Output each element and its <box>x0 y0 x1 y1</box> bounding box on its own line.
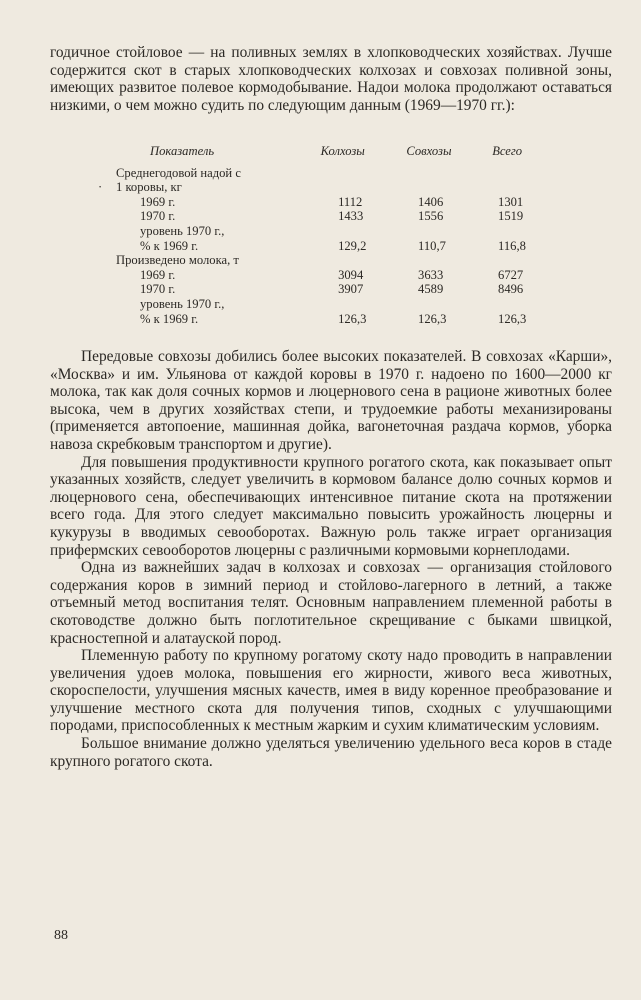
table-row <box>108 166 578 181</box>
row-label: Среднегодовой надой с <box>116 165 241 180</box>
table-cell: 1112 <box>338 194 363 209</box>
table-row <box>108 268 578 283</box>
table-cell: 1433 <box>338 209 364 224</box>
table-row <box>108 239 578 254</box>
row-label: 1969 г. <box>140 267 176 282</box>
header-indicator: Показатель <box>150 144 215 158</box>
paragraph: Большое внимание должно уделяться увеличению удельного веса коров в стаде крупного рогатого скота. <box>50 735 612 770</box>
table-cell: 8496 <box>498 282 524 297</box>
table-cell: 126,3 <box>498 311 527 326</box>
paragraph: Передовые совхозы добились более высоких показателей. В совхозах «Карши», «Москва» и им. Ульянова от каждой коровы в 1970 г. надоено по 1600—2000 кг молока, так как доля сочных кормов и люцернового сена в рационе животных более высока, чем в других хозяйствах степи, и трудоемкие работы механизированы (применяется автопоение, машинная дойка, вагонеточная раздача кормов, уборка навоза скребковым транспортом и другие). <box>50 348 612 453</box>
table-row <box>108 195 578 210</box>
table-cell: 126,3 <box>418 311 447 326</box>
paragraph: Одна из важнейших задач в колхозах и совхозах — организация стойлового содержания коров в зимний период и стойлово-лагерного в летний, а также отъемный метод воспитания телят. Основным направлением племенной работы в скотоводстве должно быть поглотительное скрещивание с быками швицкой, красностепной и алатауской пород. <box>50 559 612 647</box>
row-label: уровень 1970 г., <box>140 223 225 238</box>
row-label: 1970 г. <box>140 209 176 224</box>
table-header <box>108 144 578 159</box>
table-row <box>108 253 578 268</box>
row-label: 1970 г. <box>140 282 176 297</box>
table-cell: 1301 <box>498 194 524 209</box>
header-collective-farms: Колхозы <box>320 144 365 158</box>
table-row <box>108 312 578 327</box>
table-cell: 1556 <box>418 209 444 224</box>
row-label: % к 1969 г. <box>140 311 199 326</box>
table-row <box>108 224 578 239</box>
table-row <box>108 282 578 297</box>
table-cell: 3633 <box>418 267 444 282</box>
table-cell: 3907 <box>338 282 364 297</box>
table-cell: 116,8 <box>498 238 526 253</box>
row-label: % к 1969 г. <box>140 238 199 253</box>
table-row <box>108 297 578 312</box>
table-cell: 1406 <box>418 194 444 209</box>
table-cell: 129,2 <box>338 238 367 253</box>
table-cell: 6727 <box>498 267 524 282</box>
intro-text <box>50 44 612 114</box>
table-cell: 110,7 <box>418 238 446 253</box>
header-total: Всего <box>492 144 523 158</box>
body-text <box>50 348 612 770</box>
row-label: 1 коровы, кг <box>116 180 182 195</box>
table-row <box>108 209 578 224</box>
row-label: 1969 г. <box>140 194 176 209</box>
header-state-farms: Совхозы <box>406 144 452 158</box>
paragraph: Племенную работу по крупному рогатому скоту надо проводить в направлении увеличения удоев молока, повышения его жирности, живого веса животных, скороспелости, улучшения мясных качеств, имея в виду коренное преобразование и улучшение местного скота для получения типов, сходных с улучшающими породами, приспособленных к местным жарким и сухим климатическим условиям. <box>50 647 612 735</box>
row-label: уровень 1970 г., <box>140 296 225 311</box>
milk-yield-table <box>98 144 578 326</box>
intro-paragraph: годичное стойловое — на поливных землях в хлопководческих хозяйствах. Лучше содержится скот в старых хлопководческих колхозах и совхозах поливной зоны, имеющих развитое полевое кормодобывание. Надои молока продолжают оставаться низкими, о чем можно судить по следующим данным (1969—1970 гг.): <box>50 44 612 114</box>
stray-dot: · <box>98 180 103 195</box>
table-cell: 3094 <box>338 267 364 282</box>
table-cell: 126,3 <box>338 311 367 326</box>
table-cell: 4589 <box>418 282 444 297</box>
page-number: 88 <box>54 928 68 943</box>
row-label: Произведено молока, т <box>116 253 239 268</box>
table-cell: 1519 <box>498 209 524 224</box>
paragraph: Для повышения продуктивности крупного рогатого скота, как показывает опыт указанных хозяйств, следует увеличить в кормовом балансе долю сочных кормов и люцернового сена, обеспечивающих интенсивное питание скота на протяжении всего года. Для этого следует максимально повысить урожайность люцерны и кукурузы в вводимых севооборотах. Важную роль также играет организация прифермских севооборотов люцерны с различными кормовыми корнеплодами. <box>50 453 612 559</box>
table-row <box>98 180 578 195</box>
table-body <box>98 165 578 327</box>
